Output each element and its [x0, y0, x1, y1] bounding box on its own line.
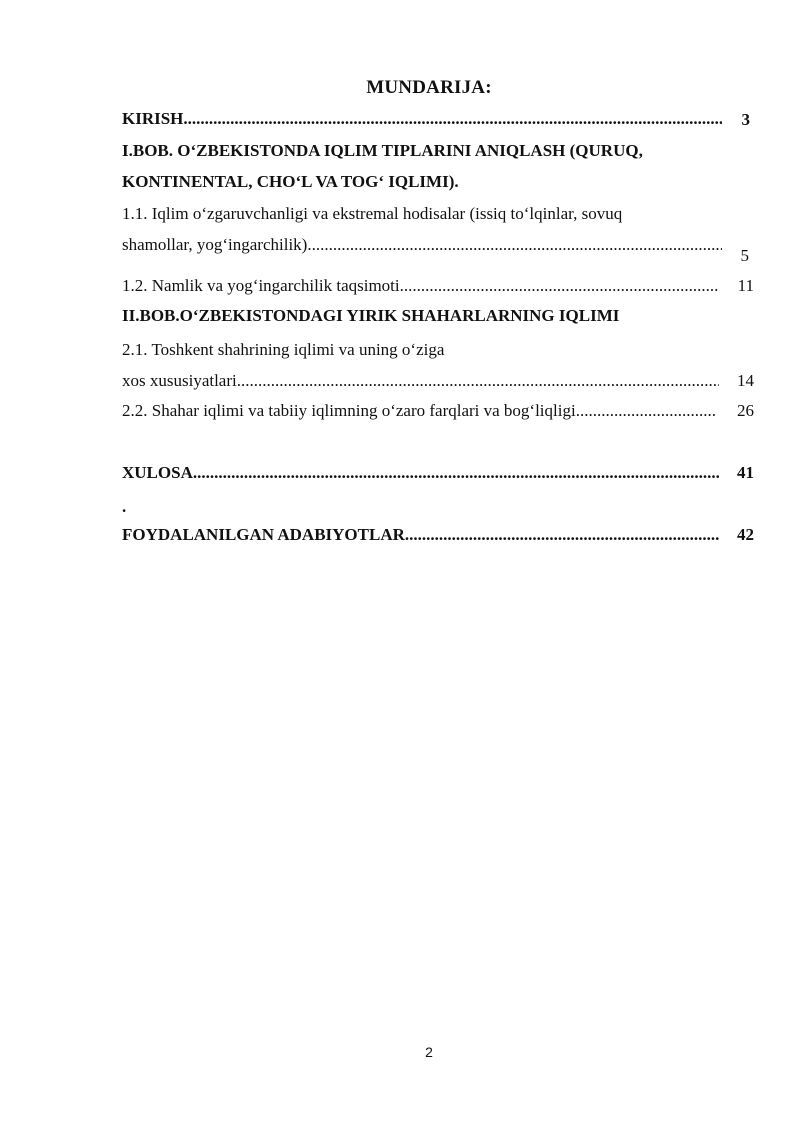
stray-dot: .: [122, 497, 127, 516]
toc-entry-1-2: [122, 275, 719, 297]
toc-entry-kirish: [122, 108, 722, 130]
toc-entry-1-1: [122, 234, 722, 256]
toc-label: XULOSA: [122, 463, 193, 482]
toc-label: KIRISH: [122, 109, 184, 128]
toc-page-number: 14: [737, 371, 754, 390]
toc-label: 1.2. Namlik va yog‘ingarchilik taqsimoti: [122, 276, 400, 295]
toc-label: FOYDALANILGAN ADABIYOTLAR: [122, 525, 405, 544]
leader-dots: [576, 401, 716, 420]
toc-label: xos xususiyatlari: [122, 371, 237, 390]
leader-dots: [183, 109, 722, 128]
toc-label: shamollar, yog‘ingarchilik): [122, 235, 308, 254]
toc-entry-adabiyotlar: [122, 524, 719, 546]
toc-entry-xulosa: [122, 462, 719, 484]
leader-dots: [193, 463, 719, 482]
leader-dots: [405, 525, 719, 544]
toc-page-number: 3: [741, 110, 750, 129]
chapter-heading-continued: KONTINENTAL, CHO‘L VA TOG‘ IQLIMI).: [122, 172, 459, 191]
page-title: MUNDARIJA:: [366, 77, 492, 98]
toc-page-number: 26: [737, 401, 754, 420]
leader-dots: [307, 235, 722, 254]
leader-dots: [237, 371, 719, 390]
page-number: 2: [425, 1044, 433, 1060]
chapter-heading: II.BOB.O‘ZBEKISTONDAGI YIRIK SHAHARLARNING IQLIMI: [122, 306, 620, 325]
toc-page-number: 41: [737, 463, 754, 482]
toc-page-number: 11: [737, 276, 754, 295]
toc-entry-2-1: [122, 370, 719, 392]
toc-page-number: 42: [737, 525, 754, 544]
leader-dots: [400, 276, 719, 295]
toc-label: 2.2. Shahar iqlimi va tabiiy iqlimning o‘zaro farqlari va bog‘liqligi: [122, 401, 576, 420]
toc-entry-text: 1.1. Iqlim o‘zgaruvchanligi va ekstremal hodisalar (issiq to‘lqinlar, sovuq: [122, 204, 623, 223]
toc-page-number: 5: [740, 246, 749, 265]
toc-entry-text: 2.1. Toshkent shahrining iqlimi va uning o‘ziga: [122, 340, 445, 359]
toc-entry-2-2: [122, 400, 716, 422]
chapter-heading: I.BOB. O‘ZBEKISTONDA IQLIM TIPLARINI ANIQLASH (QURUQ,: [122, 141, 643, 160]
